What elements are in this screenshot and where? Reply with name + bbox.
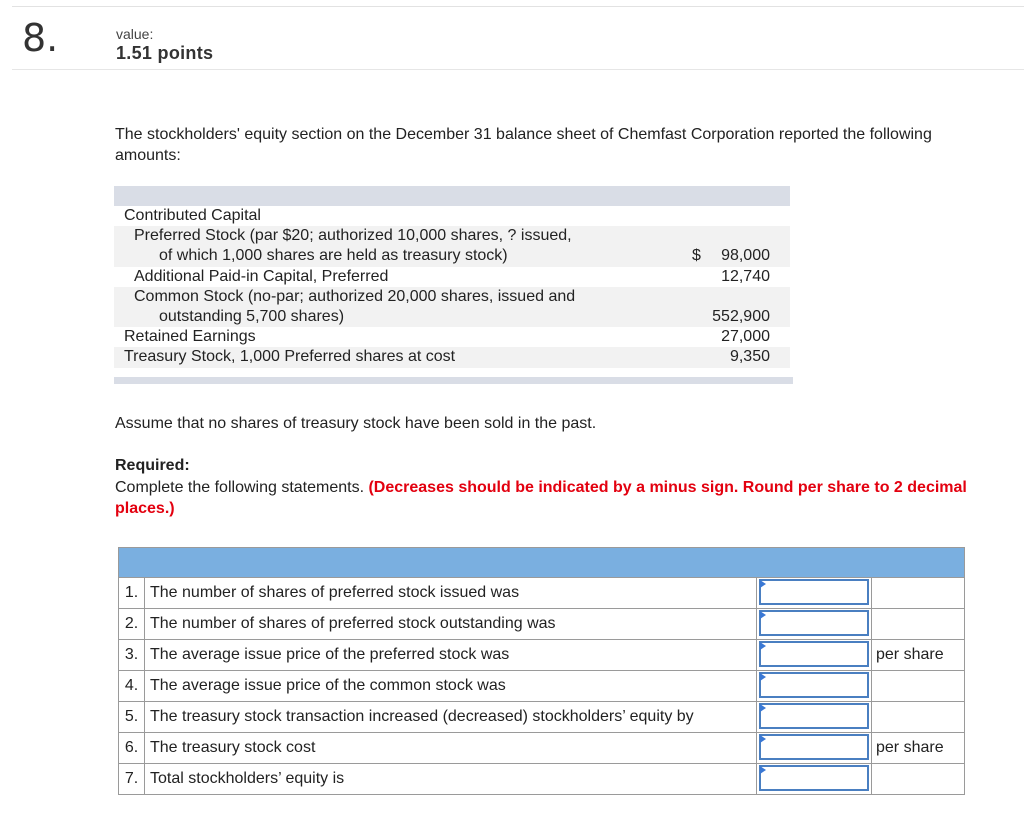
answer-cell — [756, 578, 872, 608]
instructions — [115, 477, 975, 519]
statement-text: The treasury stock cost — [150, 739, 316, 756]
balance-sheet-row — [114, 246, 790, 266]
balance-sheet-row — [114, 327, 790, 347]
answer-input-3[interactable] — [759, 641, 869, 667]
balance-sheet-row — [114, 226, 790, 246]
balance-sheet-label: of which 1,000 shares are held as treasury stock) — [159, 247, 508, 265]
balance-sheet-label: Additional Paid-in Capital, Preferred — [134, 267, 389, 285]
balance-sheet-row — [114, 307, 790, 327]
answer-cell — [756, 733, 872, 763]
answer-input-2[interactable] — [759, 610, 869, 636]
answer-row — [118, 609, 965, 640]
balance-sheet-row — [114, 287, 790, 307]
statement-text: Total stockholders’ equity is — [150, 770, 345, 787]
input-marker-icon — [760, 673, 766, 681]
balance-sheet-label: Preferred Stock (par $20; authorized 10,000 shares, ? issued, — [134, 227, 572, 245]
answer-table-header — [118, 547, 965, 578]
input-marker-icon — [760, 580, 766, 588]
answer-cell — [756, 640, 872, 670]
balance-sheet-label: Retained Earnings — [124, 328, 256, 346]
question-intro: The stockholders' equity section on the December 31 balance sheet of Chemfast Corporation reported the following amounts: — [115, 126, 932, 164]
row-number: 7. — [119, 764, 145, 794]
answer-input-6[interactable] — [759, 734, 869, 760]
answer-row — [118, 578, 965, 609]
row-number: 4. — [119, 671, 145, 701]
currency-symbol: $ — [692, 247, 701, 265]
row-number: 6. — [119, 733, 145, 763]
answer-cell — [756, 764, 872, 794]
row-number: 5. — [119, 702, 145, 732]
answer-row — [118, 640, 965, 671]
statement-text: The average issue price of the preferred stock was — [150, 646, 510, 663]
balance-sheet-amount: 12,740 — [721, 267, 770, 285]
answer-cell — [756, 609, 872, 639]
input-marker-icon — [760, 642, 766, 650]
answer-input-7[interactable] — [759, 765, 869, 791]
input-marker-icon — [760, 704, 766, 712]
assumption-text: Assume that no shares of treasury stock have been sold in the past. — [115, 415, 597, 432]
answer-cell — [756, 671, 872, 701]
balance-sheet-amount: 552,900 — [712, 308, 770, 325]
balance-sheet-amount: 98,000 — [721, 247, 770, 265]
balance-sheet-label: Treasury Stock, 1,000 Preferred shares at cost — [124, 348, 456, 366]
row-number: 1. — [119, 578, 145, 608]
balance-sheet-row — [114, 267, 790, 287]
instructions-text: Complete the following statements. — [115, 479, 369, 496]
row-number: 2. — [119, 609, 145, 639]
unit-label: per share — [876, 646, 944, 663]
row-number: 3. — [119, 640, 145, 670]
balance-sheet-label: Common Stock (no-par; authorized 20,000 shares, issued and — [134, 287, 576, 305]
question-number: 8. — [22, 16, 59, 60]
answer-row — [118, 702, 965, 733]
balance-sheet-row — [114, 206, 790, 226]
required-heading: Required: — [115, 457, 190, 474]
balance-sheet-row — [114, 347, 790, 367]
input-marker-icon — [760, 735, 766, 743]
balance-sheet-header-band — [114, 186, 790, 206]
answer-row — [118, 733, 965, 764]
answer-input-5[interactable] — [759, 703, 869, 729]
statement-text: The treasury stock transaction increased (decreased) stockholders’ equity by — [150, 708, 694, 725]
answer-row — [118, 671, 965, 702]
balance-sheet-label: outstanding 5,700 shares) — [159, 308, 345, 325]
input-marker-icon — [760, 611, 766, 619]
answer-row — [118, 764, 965, 795]
rounding-note: (Decreases should be indicated by a minus sign. Round per share to 2 decimal places.) — [115, 479, 967, 517]
balance-sheet-footer-band — [114, 377, 793, 384]
answer-cell — [756, 702, 872, 732]
header-divider — [12, 69, 1024, 70]
statement-text: The average issue price of the common stock was — [150, 677, 506, 694]
statement-text: The number of shares of preferred stock issued was — [150, 584, 520, 601]
points-value: 1.51 points — [116, 43, 214, 63]
balance-sheet-label: Contributed Capital — [124, 207, 261, 224]
top-divider — [12, 6, 1024, 7]
unit-label: per share — [876, 739, 944, 756]
balance-sheet-amount: 27,000 — [721, 328, 770, 346]
answer-input-1[interactable] — [759, 579, 869, 605]
value-label: value: — [116, 26, 154, 42]
input-marker-icon — [760, 766, 766, 774]
answer-input-4[interactable] — [759, 672, 869, 698]
statement-text: The number of shares of preferred stock outstanding was — [150, 615, 556, 632]
balance-sheet-amount: 9,350 — [729, 348, 770, 366]
